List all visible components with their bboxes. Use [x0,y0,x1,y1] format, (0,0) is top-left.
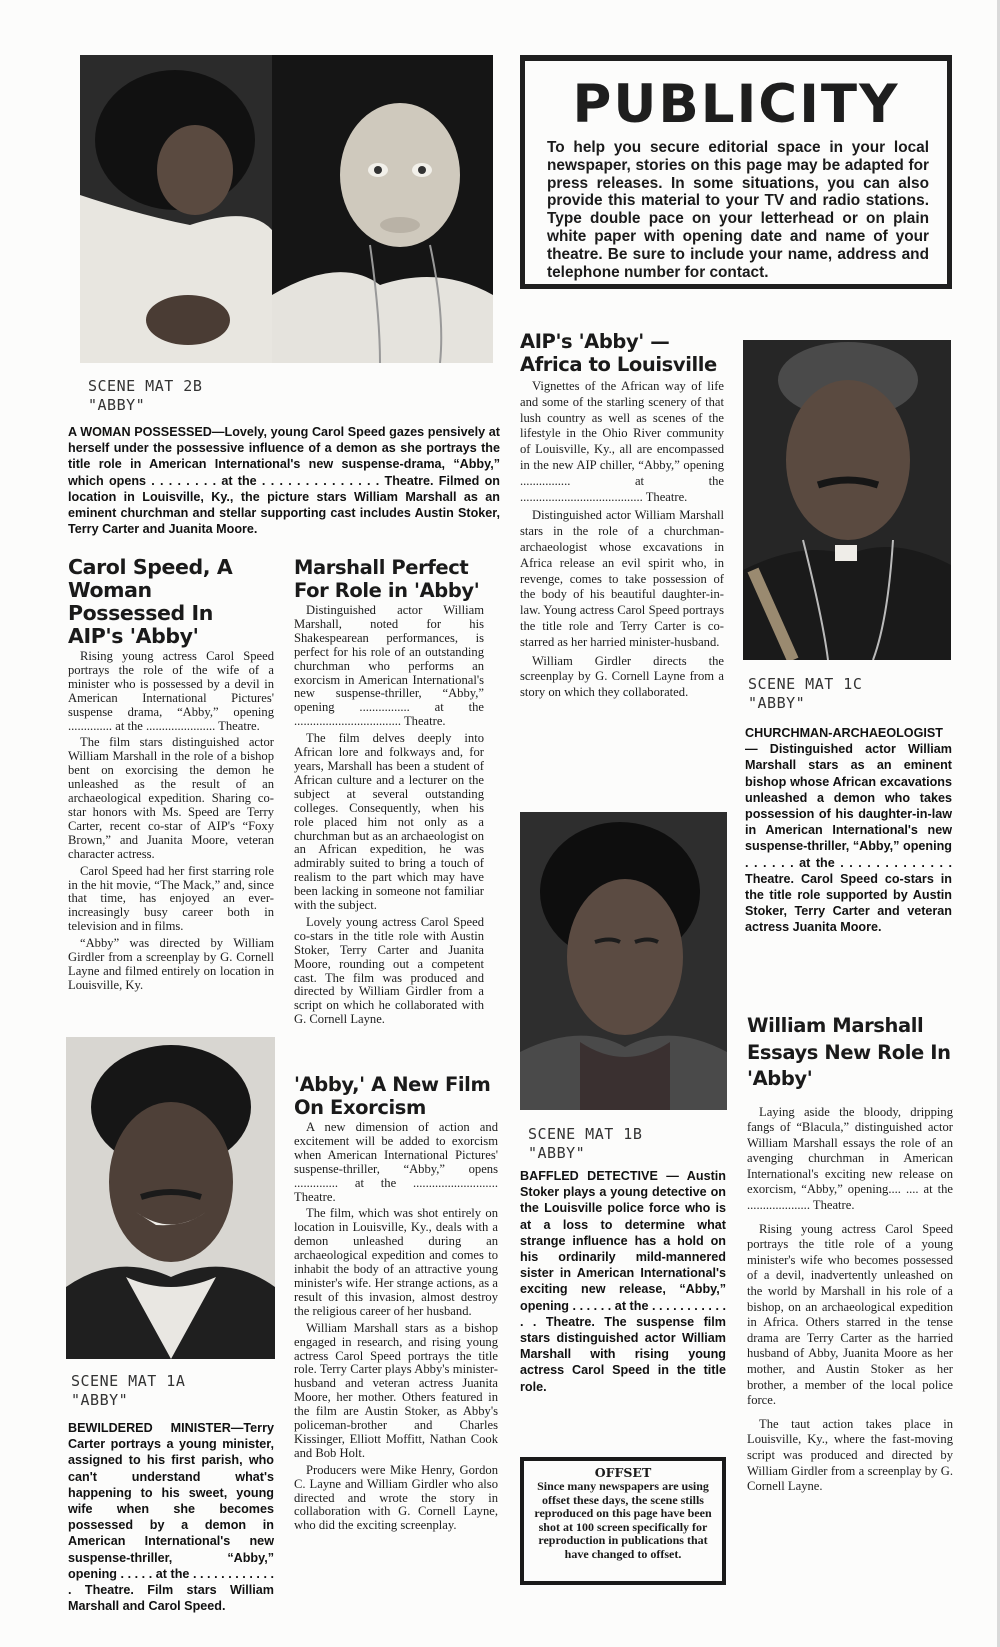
paragraph: Carol Speed had her first starring role in the hit movie, “The Mack,” and, since that time, has enjoyed an ever-increasingly busy career both in television and in films. [68,863,274,934]
article-new-film-exorcism [294,1073,498,1536]
article-essays-new-role [747,1013,953,1498]
paragraph: Rising young actress Carol Speed portrays the title role of a young minister's wife who becomes possessed of a devil, inadvertently unleashed on the world by Marshall in his role of a bishop, on an archaeological expedition in Africa. Others starred in the tense drama are Terry Carter as the harried husband of Abby, Juanita Moore as her mother, and Austin Stoker as her brother, a member of the local police force. [747,1221,953,1408]
scene-mat-2b-photo [80,55,493,363]
publicity-box [520,55,952,289]
paragraph: Rising young actress Carol Speed portrays the role of the wife of a minister who is possessed by a devil in American International Pictures' suspense drama, “Abby,” opening .............. at the ...................... Theatre. [68,649,274,733]
article-africa-louisville [520,330,724,704]
paragraph: The film, which was shot entirely on location in Louisville, Ky., deals with a demon unleashed during an archaeological expedition and comes to inhabit the body of an attractive young minister's wife. Her strange actions, as a result of this invasion, almost destroy the religious career of her husband. [294,1206,498,1318]
article-body [294,1121,498,1533]
scene-mat-1a-photo [66,1037,275,1359]
headline-marshall-perfect: Marshall Perfect For Role in 'Abby' [294,556,480,602]
scene-mat-1c-photo [743,340,951,660]
scene-mat-1a-caption: BEWILDERED MINISTER—Terry Carter portrays a young minister, assigned to his first parish, who can't understand what's happening to his sweet, young wife when she becomes possessed by a demon in American International's new suspense-thriller, “Abby,” opening . . . . . at the . . . . . . . . . . . . . Theatre. Film stars William Marshall and Carol Speed. [68,1421,274,1614]
article-carol-speed [68,556,274,996]
scene-mat-1b-photo [520,812,727,1110]
paragraph: Vignettes of the African way of life and some of the starling scenery of that lush country as well as scenes of the lifestyle in the Ohio River community of Louisville, Ky., all are encompassed in the new AIP chiller, “Abby,” opening ................ at the ....................................... Theatre. [520,379,724,504]
offset-title: OFFSET [594,1465,652,1480]
headline-essays-new-role: William Marshall Essays New Role In 'Abby' [747,1014,951,1090]
scene-mat-1c-label: SCENE MAT 1C "ABBY" [748,675,863,712]
paragraph: Laying aside the bloody, dripping fangs of “Blacula,” distinguished actor William Marshall essays the role of an avenging churchman in American International's exciting new release on exorcism, “Abby,” opening.... .... at the .................... Theatre. [747,1104,953,1213]
paragraph: William Marshall stars as a bishop engaged in research, and rising young actress Carol Speed portrays the title role. Terry Carter plays Abby's minister-husband and veteran actress Juanita Moore, her mother. Others featured in the film are Austin Stoker, as Abby's policeman-brother and Charles Kissinger, Elliott Moffitt, Nathan Cook and Bob Holt. [294,1320,498,1460]
article-body [520,379,724,701]
scene-mat-1b-caption: BAFFLED DETECTIVE — Austin Stoker plays a young detective on the Louisville police force who is at a loss to determine what strange influence has a hold on his ordinarily mild-mannered sister in American International's exciting new release, “Abby,” opening . . . . . . at the . . . . . . . . . . . . . Theatre. The suspense film stars distinguished actor William Marshall with rising young actress Carol Speed in the title role. [520,1169,726,1394]
article-body [294,604,484,1027]
scene-mat-1b-label: SCENE MAT 1B "ABBY" [528,1125,643,1162]
paragraph: William Girdler directs the screenplay by G. Cornell Layne from a story on which they collaborated. [520,653,724,700]
paragraph: Distinguished actor William Marshall, noted for his Shakespearean performances, is perfect for his role of an outstanding churchman who performs an exorcism in American International's new suspense-thriller, “Abby,” opening ................ at the .................................. Theatre. [294,603,484,729]
offset-text: Since many newspapers are using offset these days, the scene stills reproduced on this page have been shot at 100 screen specifically for reproduction in publications that have changed to offset. [534,1479,712,1561]
paragraph: The taut action takes place in Louisville, Ky., where the fast-moving script was produced and directed by William Girdler from a screenplay by G. Cornell Layne. [747,1416,953,1494]
headline-carol-speed: Carol Speed, A Woman Possessed In AIP's 'Abby' [68,555,233,648]
paragraph: The film delves deeply into African lore and folkways and, for years, Marshall has been a student of African culture and a lecturer on the subject at several outstanding colleges. Consequently, when his role placed him not only as a churchman but as an archaeologist on an African expedition, he was admirably suited to bring a touch of realism to the part which may have been lacking in someone not familiar with the subject. [294,731,484,913]
scene-mat-2b-label: SCENE MAT 2B "ABBY" [88,377,203,414]
paragraph: Lovely young actress Carol Speed co-stars in the title role with Austin Stoker, Terry Carter and Juanita Moore, rounding out a competent cast. The film was produced and directed by William Girdler from a script on which he collaborated with G. Cornell Layne. [294,914,484,1027]
paragraph: A new dimension of action and excitement will be added to exorcism when American International Pictures' suspense-thriller, “Abby,” opens .............. at the ........................... Theatre. [294,1120,498,1204]
headline-africa-louisville: AIP's 'Abby' — Africa to Louisville [520,330,717,376]
scene-mat-2b-caption: A WOMAN POSSESSED—Lovely, young Carol Speed gazes pensively at herself under the possessive influence of a demon as she portrays the title role in American International's new suspense-drama, “Abby,” which opens . . . . . . . . at the . . . . . . . . . . . . . . Theatre. Filmed on location in Louisville, Ky., the picture stars William Marshall as an eminent churchman and stellar supporting cast includes Austin Stoker, Terry Carter and Juanita Moore. [68,425,500,537]
publicity-title: PUBLICITY [572,74,900,135]
paragraph: “Abby” was directed by William Girdler from a screenplay by G. Cornell Layne and filmed entirely on location in Louisville, Ky. [68,936,274,992]
article-marshall-perfect [294,556,484,1030]
paragraph: Producers were Mike Henry, Gordon C. Layne and William Girdler who also directed and wrote the story in collaboration with G. Cornell Layne, who did the exciting screenplay. [294,1462,498,1533]
paragraph: Distinguished actor William Marshall stars in the role of a churchman-archaeologist whose excavations in Africa release an evil spirit who, in revenge, comes to take possession of the body of his beautiful daughter-in-law. Young actress Carol Speed portrays the title role and Terry Carter is co-starred as her harried minister-husband. [520,508,724,649]
publicity-instructions: To help you secure editorial space in your local newspaper, stories on this page may be adapted for press releases. In some situations, you can also provide this material to your TV and radio stations. Type double pace on your letterhead or on plain white paper with opening date and name of your theatre. Be sure to include your name, address and telephone number for contact. [547,139,929,281]
article-body [747,1105,953,1495]
scene-mat-1a-label: SCENE MAT 1A "ABBY" [71,1372,186,1409]
offset-note-box [520,1457,726,1585]
scene-mat-1c-caption: CHURCHMAN-ARCHAEOLOGIST — Distinguished actor William Marshall stars as an eminent bishop whose African excavations unleashed a demon who takes possession of his daughter-in-law in American International's new suspense-thriller, “Abby,” opening . . . . . . at the . . . . . . . . . . . . . Theatre. Carol Speed co-stars in the title role supported by Austin Stoker, Terry Carter and veteran actress Juanita Moore. [745,726,952,935]
article-body [68,650,274,993]
paragraph: The film stars distinguished actor William Marshall in the role of a bishop bent on exorcising the demon he unleashed as the result of an archaeological expedition. Sharing co-star honors with Ms. Speed are Terry Carter, recent co-star of AIP's “Foxy Brown,” and Juanita Moore, veteran character actress. [68,735,274,861]
headline-new-film: 'Abby,' A New Film On Exorcism [294,1073,491,1119]
